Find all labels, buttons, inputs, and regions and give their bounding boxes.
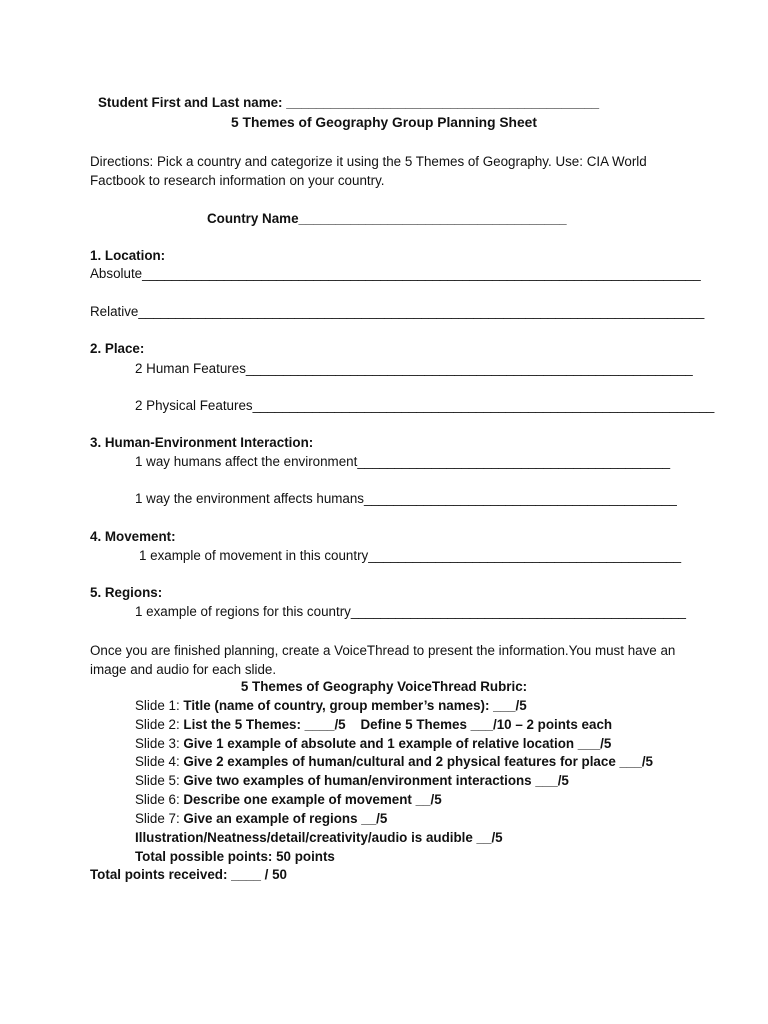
place-human-features-line bbox=[135, 361, 693, 376]
slide-requirement: Give two examples of human/environment interactions ___/5 bbox=[183, 773, 569, 788]
slide-prefix: Slide 2: bbox=[135, 717, 184, 732]
location-absolute-line bbox=[90, 266, 701, 281]
field-label: 1 way humans affect the environment bbox=[135, 454, 358, 469]
voicethread-instructions: Once you are finished planning, create a VoiceThread to present the information.You must have an image and audio for each slide. bbox=[90, 643, 676, 677]
field-label: Relative bbox=[90, 304, 139, 319]
field-label: 2 Physical Features bbox=[135, 398, 253, 413]
field-label: 1 example of regions for this country bbox=[135, 604, 351, 619]
student-name-line bbox=[98, 95, 599, 110]
field-label: 1 example of movement in this country bbox=[139, 548, 369, 563]
rubric-slide-5 bbox=[135, 773, 569, 788]
movement-example-line bbox=[139, 548, 681, 563]
rubric-title: 5 Themes of Geography VoiceThread Rubric: bbox=[240, 679, 528, 694]
rubric-slide-2 bbox=[135, 717, 612, 732]
regions-example-line bbox=[135, 604, 686, 619]
field-label: 1 way the environment affects humans bbox=[135, 491, 365, 506]
rubric-illustration: Illustration/Neatness/detail/creativity/audio is audible __/5 bbox=[135, 830, 503, 845]
section-heading-movement: 4. Movement: bbox=[90, 529, 176, 544]
location-relative-line bbox=[90, 304, 704, 319]
student-name-blank[interactable]: __________________________________________ bbox=[286, 95, 600, 110]
directions-text: Directions: Pick a country and categorize it using the 5 Themes of Geography. Use: CIA World Factbook to research information on your country. bbox=[90, 154, 647, 188]
country-name-line bbox=[207, 211, 567, 226]
section-heading-regions: 5. Regions: bbox=[90, 585, 163, 600]
country-name-blank[interactable]: ____________________________________ bbox=[298, 211, 567, 226]
student-name-label: Student First and Last name: bbox=[98, 95, 283, 110]
place-physical-features-line bbox=[135, 398, 714, 413]
rubric-slide-7 bbox=[135, 811, 387, 826]
rubric-slide-3 bbox=[135, 736, 611, 751]
rubric-slide-1 bbox=[135, 698, 527, 713]
rubric-slide-4 bbox=[135, 754, 653, 769]
slide-requirement: Give an example of regions __/5 bbox=[183, 811, 388, 826]
environment-affects-humans-line bbox=[135, 491, 677, 506]
country-name-label: Country Name bbox=[207, 211, 299, 226]
slide-prefix: Slide 1: bbox=[135, 698, 184, 713]
field-label: Absolute bbox=[90, 266, 143, 281]
slide-prefix: Slide 3: bbox=[135, 736, 184, 751]
answer-blank[interactable]: ____________________________________________________________ bbox=[245, 361, 693, 376]
slide-prefix: Slide 7: bbox=[135, 811, 184, 826]
slide-prefix: Slide 6: bbox=[135, 792, 184, 807]
slide-prefix: Slide 4: bbox=[135, 754, 184, 769]
section-heading-human-environment: 3. Human-Environment Interaction: bbox=[90, 435, 314, 450]
page-title: 5 Themes of Geography Group Planning Sheet bbox=[231, 115, 537, 130]
answer-blank[interactable]: __________________________________________ bbox=[357, 454, 671, 469]
field-label: 2 Human Features bbox=[135, 361, 246, 376]
answer-blank[interactable]: ______________________________________________________________ bbox=[252, 398, 715, 413]
section-heading-location: 1. Location: bbox=[90, 248, 166, 263]
humans-affect-environment-line bbox=[135, 454, 670, 469]
slide-requirement: Describe one example of movement __/5 bbox=[183, 792, 442, 807]
section-heading-place: 2. Place: bbox=[90, 341, 145, 356]
answer-blank[interactable]: ___________________________________________________________________________ bbox=[142, 266, 701, 281]
slide-requirement: Give 2 examples of human/cultural and 2 physical features for place ___/5 bbox=[183, 754, 653, 769]
slide-prefix: Slide 5: bbox=[135, 773, 184, 788]
rubric-slide-6 bbox=[135, 792, 442, 807]
rubric-total-possible: Total possible points: 50 points bbox=[135, 849, 335, 864]
answer-blank[interactable]: __________________________________________ bbox=[364, 491, 677, 506]
slide-requirement: Title (name of country, group member’s names): ___/5 bbox=[183, 698, 527, 713]
slide-requirement: List the 5 Themes: ____/5 Define 5 Themes ___/10 – 2 points each bbox=[183, 717, 613, 732]
answer-blank[interactable]: ____________________________________________________________________________ bbox=[138, 304, 705, 319]
answer-blank[interactable]: __________________________________________ bbox=[368, 548, 682, 563]
slide-requirement: Give 1 example of absolute and 1 example of relative location ___/5 bbox=[183, 736, 612, 751]
rubric-total-received: Total points received: ____ / 50 bbox=[90, 867, 287, 882]
answer-blank[interactable]: _____________________________________________ bbox=[350, 604, 686, 619]
